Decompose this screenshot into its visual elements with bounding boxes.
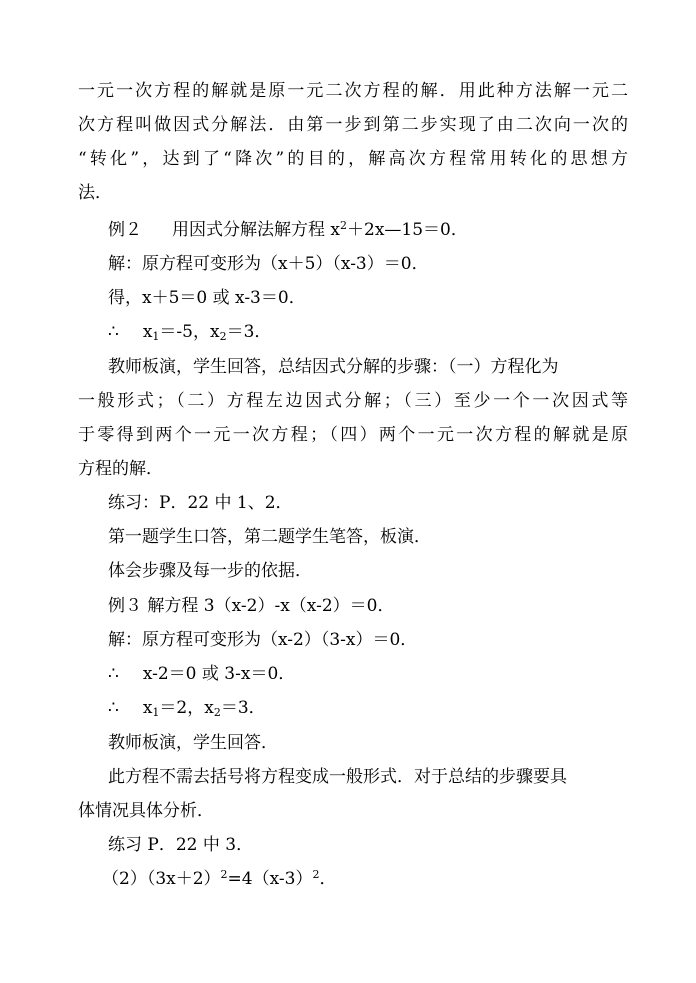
summary-line: 于零得到两个一元一次方程；（四）两个一元一次方程的解就是原 [78, 425, 628, 445]
example-text: ＋2x—15＝0． [347, 220, 468, 240]
paragraph-line: “转化”，达到了“降次”的目的，解高次方程常用转化的思想方 [78, 149, 628, 169]
solution-line: 得，x＋5＝0 或 x-3＝0． [108, 288, 306, 308]
practice-line: 练习：P．22 中 1、2． [108, 493, 293, 513]
practice-note-line: 第一题学生口答，第二题学生笔答，板演． [108, 527, 431, 547]
example-3-line: 例３ 解方程 3（x-2）-x（x-2）＝0． [108, 596, 395, 616]
note-line: 此方程不需去括号将方程变成一般形式．对于总结的步骤要具 [108, 767, 567, 787]
therefore-symbol: ∴ [108, 664, 119, 684]
summary-line: 方程的解． [78, 459, 163, 479]
subscript: 2 [219, 329, 227, 343]
note-line: 体情况具体分析． [78, 801, 214, 821]
exponent: 2 [220, 867, 228, 881]
teacher-line: 教师板演，学生回答． [108, 733, 278, 753]
solution-line: 解：原方程可变形为（x-2）（3-x）＝0． [108, 630, 418, 650]
summary-line: 一般形式；（二）方程左边因式分解；（三）至少一个一次因式等 [78, 391, 628, 411]
result-line: ∴ $x_1=2$，$x_2=3$． [108, 698, 266, 719]
therefore-symbol: ∴ [108, 322, 119, 342]
paragraph-line: 次方程叫做因式分解法．由第一步到第二步实现了由二次向一次的 [78, 115, 628, 135]
exercise-item: $(2)(3x+2)^2=4(x-3)^2$． [102, 867, 337, 889]
solution-line: 解：原方程可变形为（x＋5）（x-3）＝0． [108, 254, 429, 274]
practice-line: 练习 P．22 中 3． [108, 835, 254, 855]
subscript: 2 [213, 705, 221, 719]
paragraph-line: 一元一次方程的解就是原一元二次方程的解．用此种方法解一元二 [78, 81, 628, 101]
exponent: 2 [312, 867, 320, 881]
paragraph-line: 法． [78, 183, 112, 203]
subscript: 1 [152, 705, 160, 719]
example-2-line [108, 220, 658, 240]
example-label: 例２ [108, 220, 142, 240]
exponent: 2 [340, 218, 347, 232]
result-line: ∴ $x_1=-5$，$x_2=3$． [108, 322, 272, 343]
subscript: 1 [152, 329, 160, 343]
experience-line: 体会步骤及每一步的依据． [108, 561, 312, 581]
therefore-symbol: ∴ [108, 698, 119, 718]
step-line: ∴ x-2＝0 或 3-x＝0． [108, 664, 296, 684]
summary-line: 教师板演，学生回答，总结因式分解的步骤：（一）方程化为 [108, 357, 559, 377]
example-text: 用因式分解法解方程 x [172, 220, 340, 240]
